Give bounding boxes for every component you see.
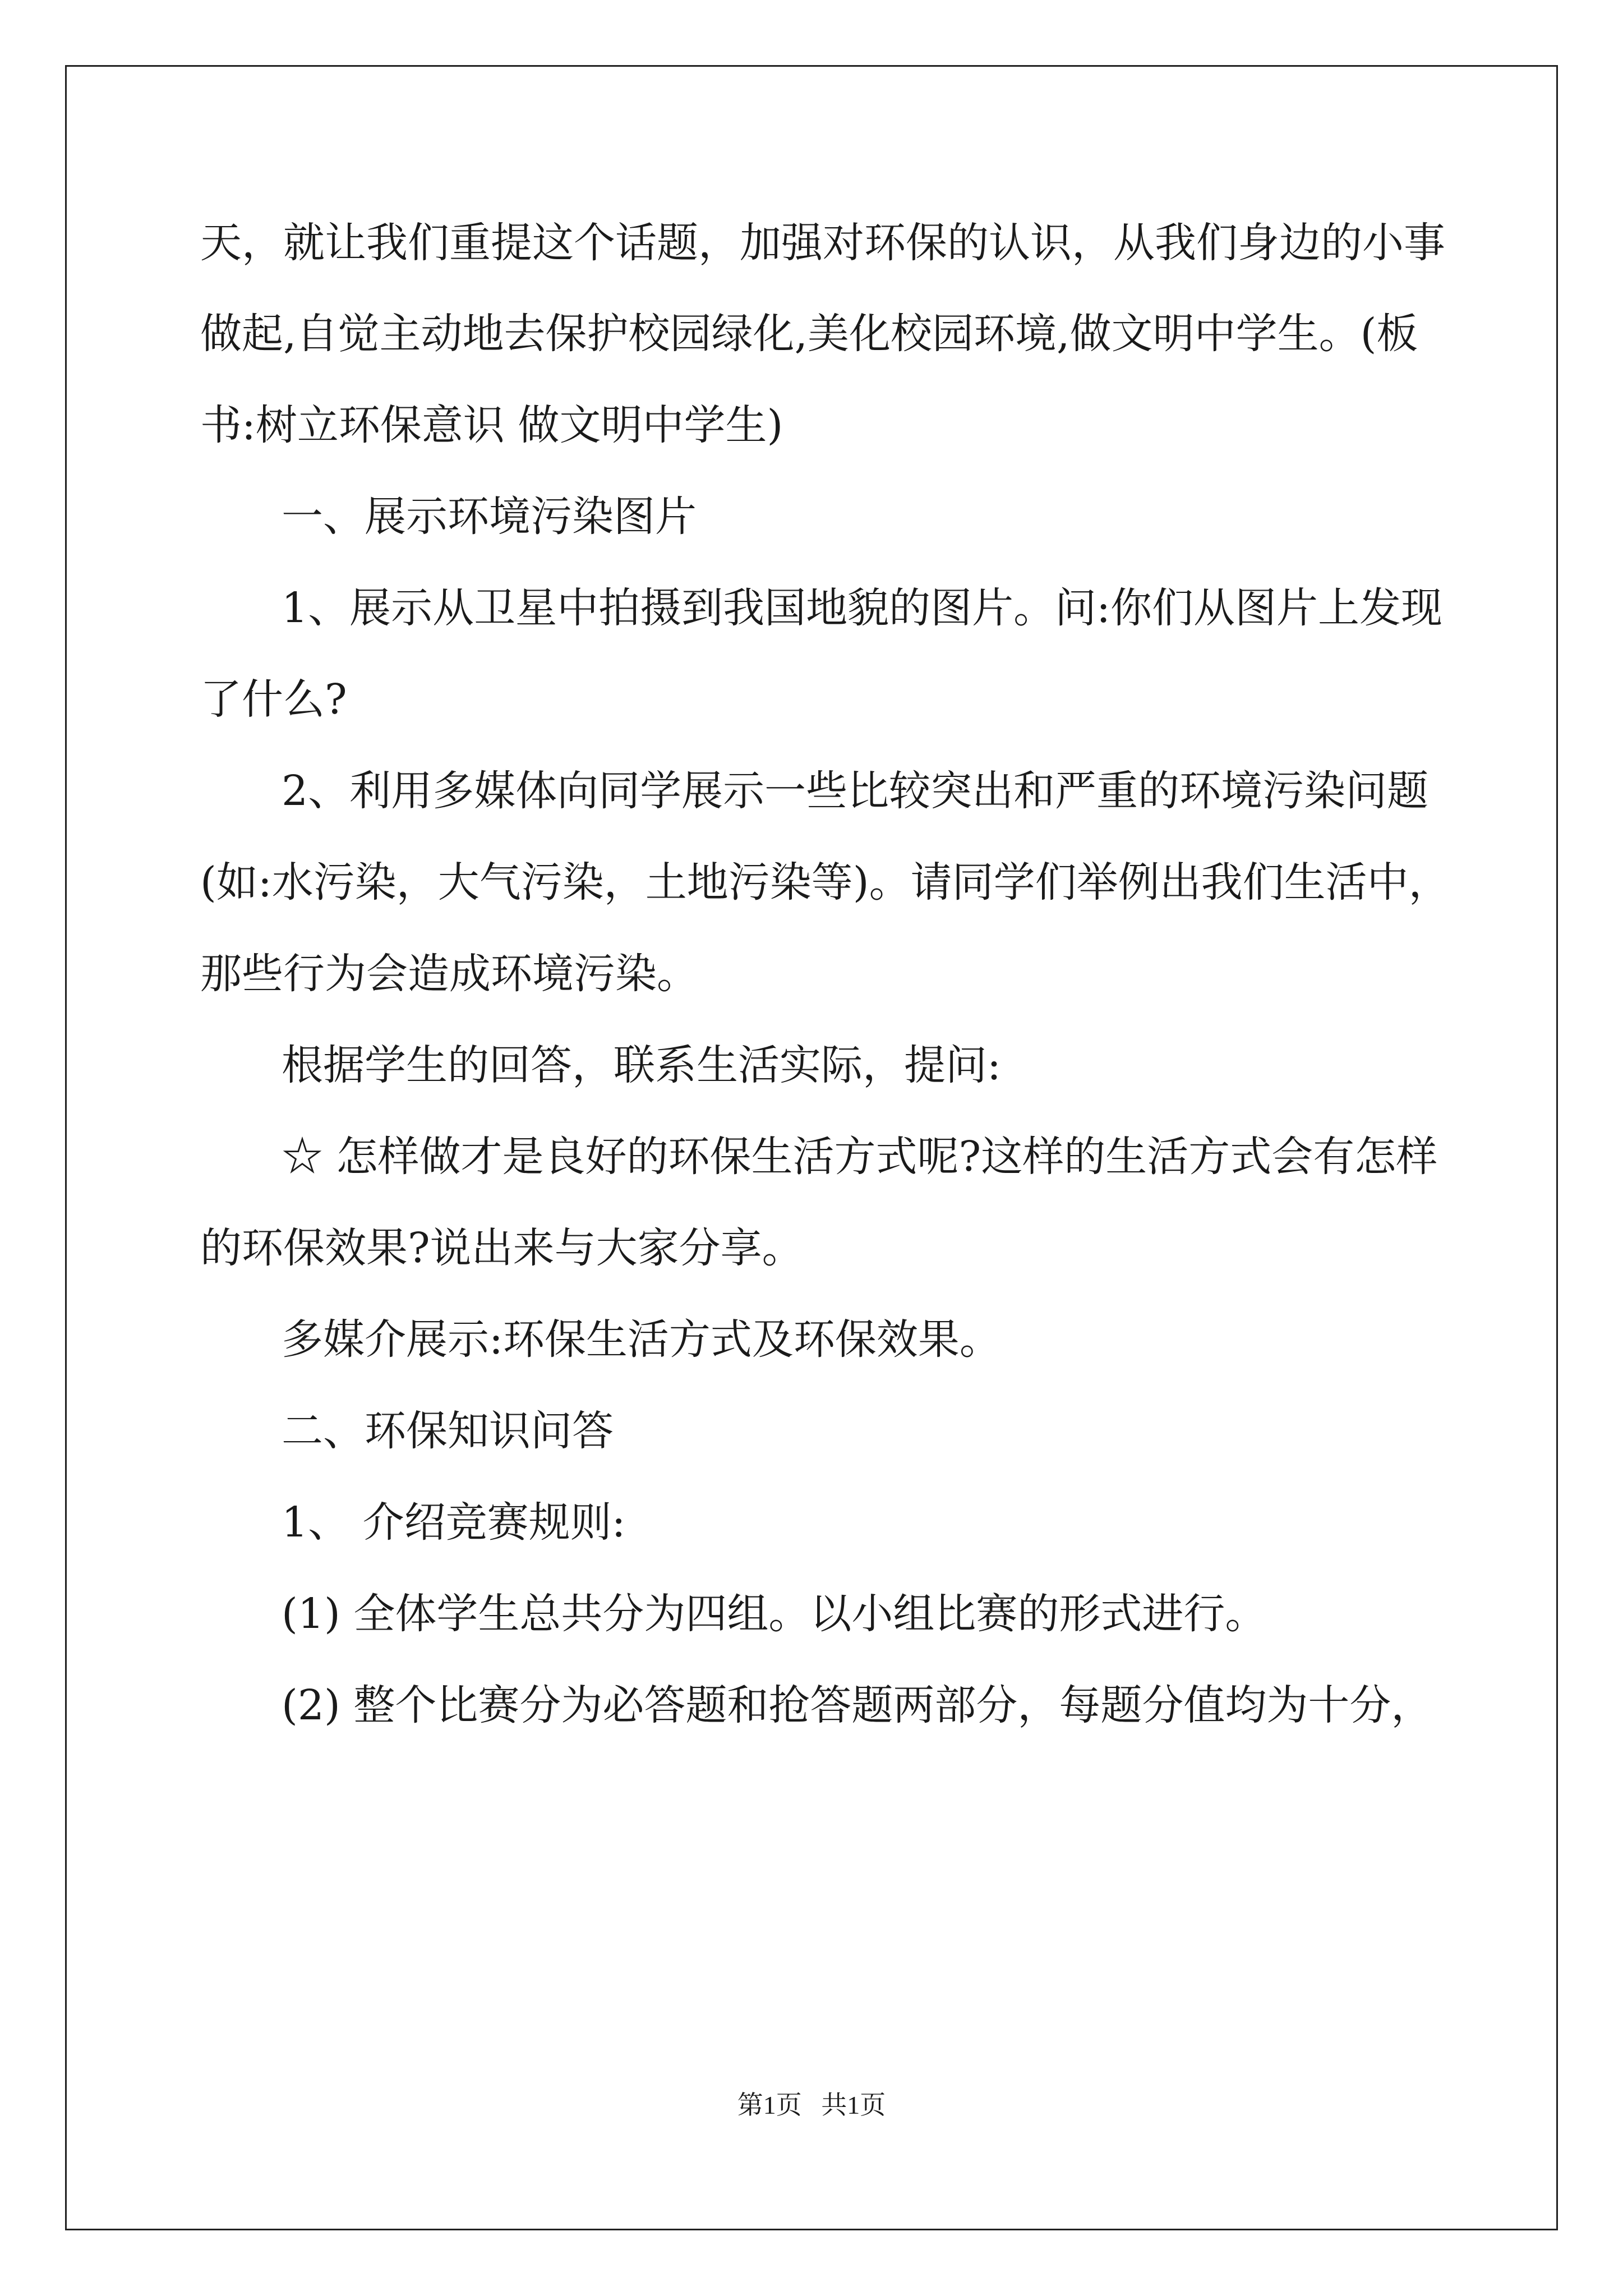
text-line: (2) 整个比赛分为必答题和抢答题两部分，每题分值均为十分， — [282, 1681, 1433, 1729]
text-line: 2、利用多媒体向同学展示一些比较突出和严重的环境污染问题 — [282, 767, 1429, 815]
text-line: 书:树立环保意识 做文明中学生) — [200, 401, 783, 449]
page-number: 第1页 — [737, 2091, 802, 2119]
text-line: 了什么? — [200, 675, 347, 724]
text-line: 的环保效果?说出来与大家分享。 — [200, 1224, 804, 1272]
page-total: 共1页 — [821, 2091, 886, 2119]
text-line: 那些行为会造成环境污染。 — [200, 950, 698, 998]
section-heading: 二、环保知识问答 — [282, 1407, 614, 1455]
text-line: 天，就让我们重提这个话题，加强对环保的认识，从我们身边的小事 — [200, 219, 1445, 267]
text-line: 根据学生的回答，联系生活实际，提问: — [282, 1041, 1001, 1089]
page-footer — [0, 2088, 1623, 2122]
text-line: ☆ 怎样做才是良好的环保生活方式呢?这样的生活方式会有怎样 — [282, 1133, 1438, 1181]
text-line: 做起,自觉主动地去保护校园绿化,美化校园环境,做文明中学生。(板 — [200, 310, 1418, 358]
text-line: 1、展示从卫星中拍摄到我国地貌的图片。问:你们从图片上发现 — [282, 584, 1443, 632]
section-heading: 一、展示环境污染图片 — [282, 493, 697, 541]
text-line: (如:水污染，大气污染，土地污染等)。请同学们举例出我们生活中， — [200, 858, 1450, 907]
text-line: 1、 介绍竞赛规则: — [282, 1498, 626, 1547]
text-line: (1) 全体学生总共分为四组。以小组比赛的形式进行。 — [282, 1590, 1267, 1638]
text-line: 多媒介展示:环保生活方式及环保效果。 — [282, 1315, 1001, 1364]
